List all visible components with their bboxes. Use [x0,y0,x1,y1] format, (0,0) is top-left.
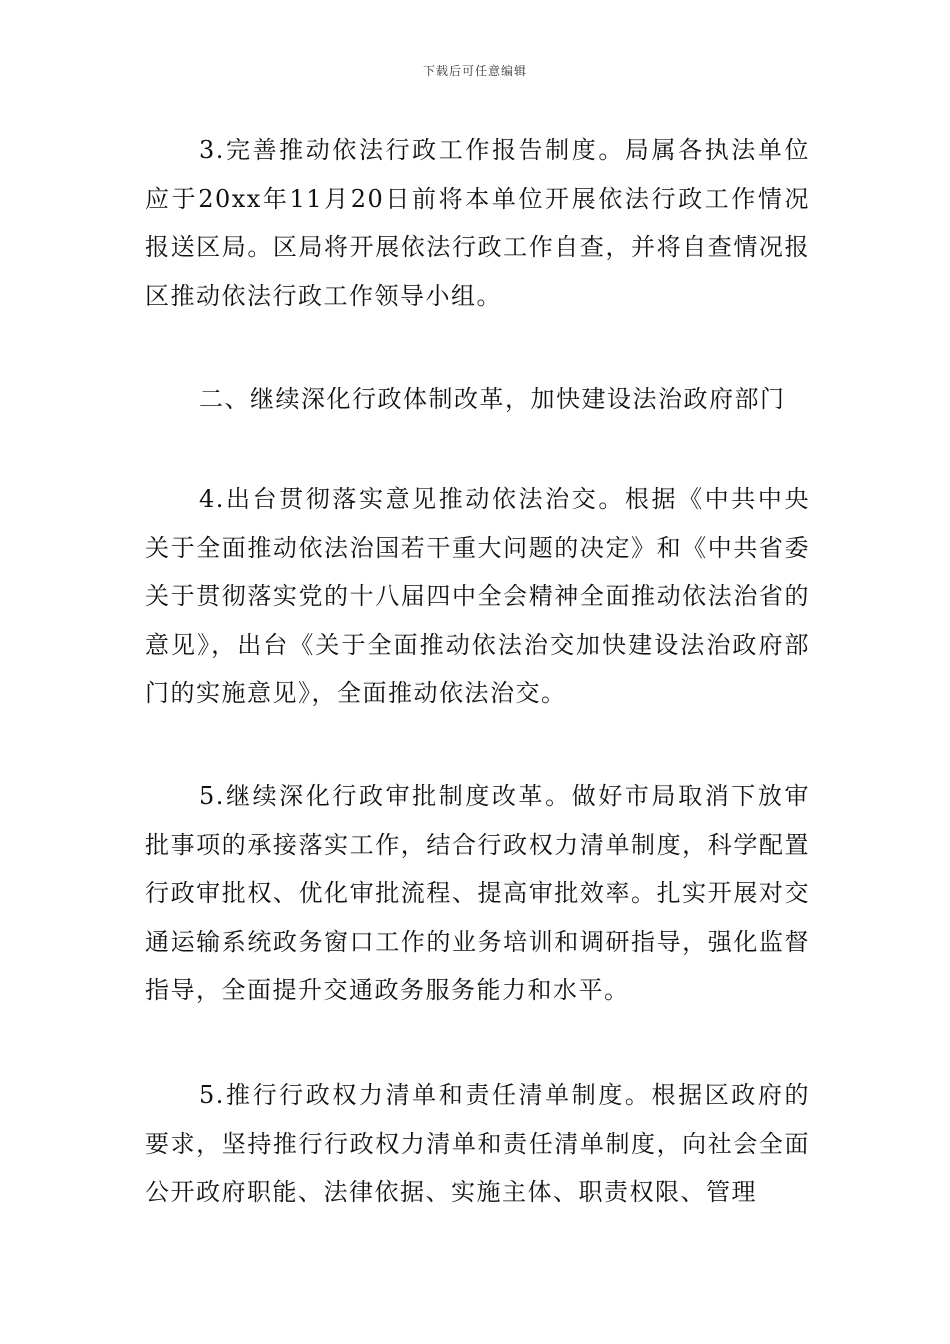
paragraph-5-administrative-approval-reform: 5.继续深化行政审批制度改革。做好市局取消下放审批事项的承接落实工作，结合行政权力清单制度，科学配置行政审批权、优化审批流程、提高审批效率。扎实开展对交通运输系统政务窗口工作的业务培训和调研指导，强化监督指导，全面提升交通政务服务能力和水平。 [145,782,810,1004]
page-header: 下载后可任意编辑 [422,64,527,78]
section-heading-2: 二、继续深化行政体制改革，加快建设法治政府部门 [199,385,786,413]
paragraph-4-implementation-opinions: 4.出台贯彻落实意见推动依法治交。根据《中共中央关于全面推动依法治国若干重大问题的决定》和《中共省委关于贯彻落实党的十八届四中全会精神全面推动依法治省的意见》，出台《关于全面推动依法治交加快建设法治政府部门的实施意见》，全面推动依法治交。 [145,485,810,707]
paragraph-3-report-system: 3.完善推动依法行政工作报告制度。局属各执法单位应于20xx年11月20日前将本单位开展依法行政工作情况报送区局。区局将开展依法行政工作自查，并将自查情况报区推动依法行政工作领导小组。 [145,136,810,310]
paragraph-5-power-responsibility-lists: 5.推行行政权力清单和责任清单制度。根据区政府的要求，坚持推行行政权力清单和责任清单制度，向社会全面公开政府职能、法律依据、实施主体、职责权限、管理 [145,1081,810,1206]
